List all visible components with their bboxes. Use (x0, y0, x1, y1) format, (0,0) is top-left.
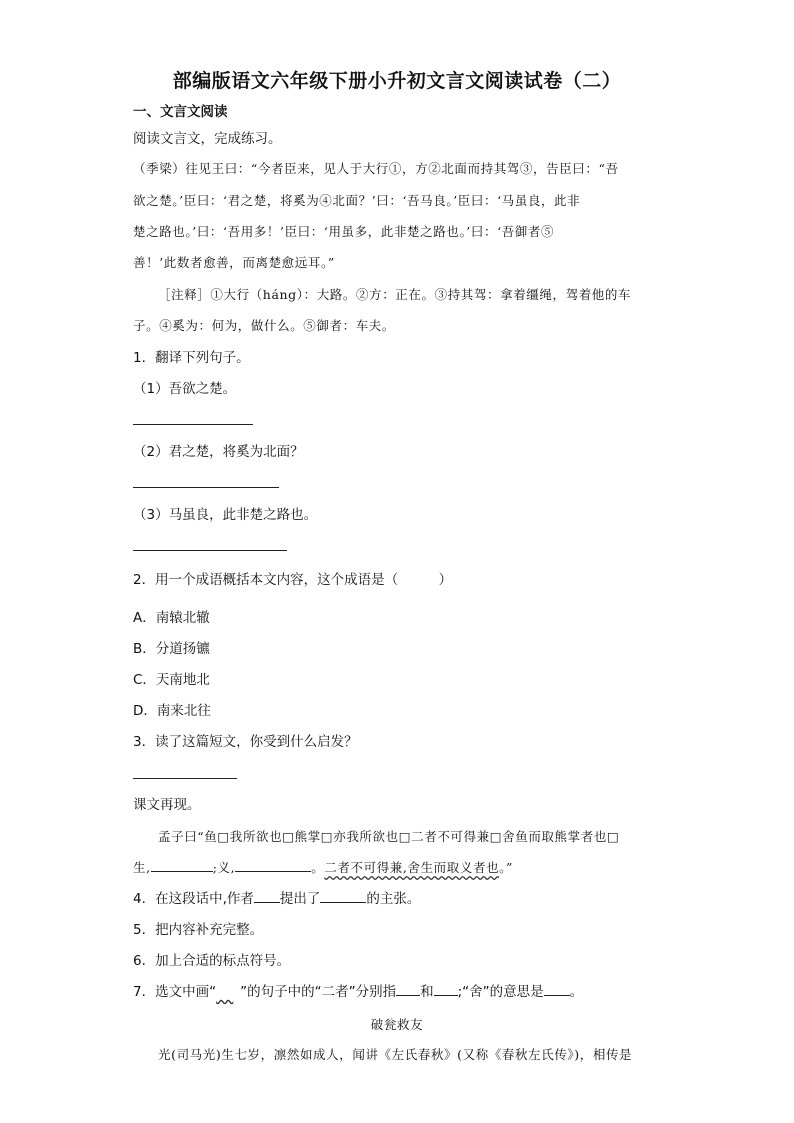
question-2: 2．用一个成语概括本文内容，这个成语是（ ） (133, 572, 453, 588)
section-heading: 一、文言文阅读 (133, 104, 228, 120)
fill-blank-2[interactable] (235, 859, 311, 872)
q7-text: ;“舍”的意思是 (457, 984, 544, 1000)
mencius-text: 生, (133, 860, 151, 875)
question-5: 5．把内容补充完整。 (133, 922, 264, 938)
q7-text: 和 (420, 984, 434, 1000)
fill-blank-q4-1[interactable] (254, 890, 280, 903)
exam-title: 部编版语文六年级下册小升初文言文阅读试卷（二） (172, 70, 622, 92)
question-1-item-2: （2）君之楚，将奚为北面？ (133, 444, 304, 460)
q4-text: 4．在这段话中,作者 (133, 891, 254, 907)
mencius-text: ;义, (212, 860, 236, 875)
option-c[interactable]: C．天南地北 (133, 672, 210, 688)
question-6: 6．加上合适的标点符号。 (133, 953, 291, 969)
fill-blank-q7-2[interactable] (434, 983, 458, 996)
fill-blank-q7-3[interactable] (544, 983, 570, 996)
notes-line-1: ［注释］①大行（háng）：大路。②方：正在。③持其驾：拿着缰绳，驾着他的车 (158, 287, 632, 302)
option-a[interactable]: A．南辕北辙 (133, 610, 210, 626)
passage-line-2: 欲之楚。’臣曰：‘君之楚，将奚为④北面？’曰：‘吾马良。’臣曰：‘马虽良，此非 (133, 193, 581, 208)
wavy-mark-sample (216, 983, 240, 1001)
mencius-text: 。 (311, 860, 325, 875)
wavy-underlined-sentence: 二者不可得兼,舍生而取义者也 (324, 860, 500, 875)
q7-text: 。 (569, 984, 584, 1000)
answer-line-1-1[interactable] (133, 424, 253, 425)
mencius-line-1: 孟子曰“鱼□我所欲也□熊掌□亦我所欲也□二者不可得兼□舍鱼而取熊掌者也□ (158, 829, 620, 844)
passage-2-title: 破瓮救友 (370, 1017, 424, 1032)
question-3: 3．读了这篇短文，你受到什么启发？ (133, 734, 358, 750)
option-d[interactable]: D．南来北往 (133, 703, 211, 719)
passage-line-1: （季梁）往见王曰：“今者臣来，见人于大行①，方②北面而持其驾③，告臣曰：“吾 (133, 161, 619, 176)
question-1: 1．翻译下列句子。 (133, 350, 250, 366)
fill-blank-q4-2[interactable] (320, 890, 366, 903)
question-7 (133, 983, 583, 1001)
fill-blank-1[interactable] (151, 859, 213, 872)
notes-line-2: 子。④奚为：何为，做什么。⑤御者：车夫。 (133, 318, 396, 333)
answer-line-3[interactable] (133, 778, 237, 779)
passage-line-4: 善！’此数者愈善，而离楚愈远耳。” (133, 255, 335, 270)
answer-line-1-2[interactable] (133, 487, 279, 488)
mencius-text: 。” (499, 860, 514, 875)
answer-line-1-3[interactable] (133, 550, 287, 551)
q4-text: 的主张。 (366, 891, 421, 907)
question-1-item-1: （1）吾欲之楚。 (133, 381, 237, 397)
question-1-item-3: （3）马虽良，此非楚之路也。 (133, 507, 318, 523)
fill-blank-q7-1[interactable] (396, 983, 420, 996)
q7-text: 7．选文中画“ (133, 984, 217, 1000)
question-4 (133, 890, 420, 908)
review-heading: 课文再现。 (133, 797, 201, 813)
q7-text: ”的句子中的“二者”分别指 (240, 984, 397, 1000)
mencius-line-2 (133, 859, 513, 877)
passage-2-line-1: 光(司马光)生七岁，凛然如成人，闻讲《左氏春秋》(又称《春秋左氏传》)，相传是 (158, 1047, 633, 1062)
instructions: 阅读文言文，完成练习。 (133, 131, 282, 147)
q4-text: 提出了 (279, 891, 321, 907)
option-b[interactable]: B．分道扬镳 (133, 641, 210, 657)
passage-line-3: 楚之路也。’曰：‘吾用多！’臣曰：‘用虽多，此非楚之路也。’曰：‘吾御者⑤ (133, 224, 555, 239)
